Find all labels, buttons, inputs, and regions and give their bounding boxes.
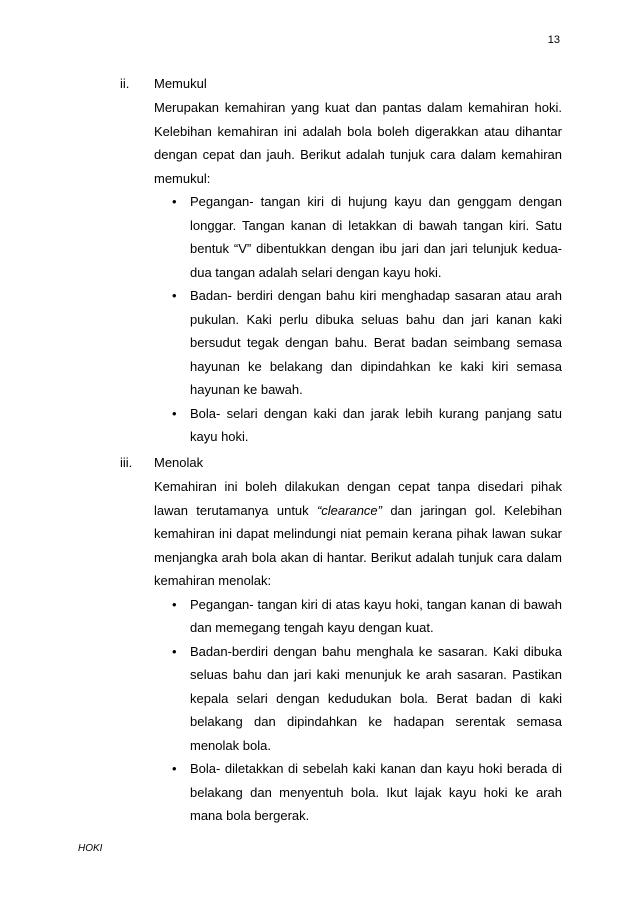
list-item: • Pegangan- tangan kiri di atas kayu hoki, tangan kanan di bawah dan memegang tengah kayu dengan kuat.: [154, 593, 562, 640]
bullet-list: [154, 593, 562, 828]
section-body: [154, 96, 562, 449]
section-heading: Memukul: [154, 76, 207, 91]
section-menolak: [120, 455, 562, 825]
bullet-icon: •: [172, 596, 177, 612]
bullet-icon: •: [172, 405, 177, 421]
page-number: 13: [547, 34, 560, 46]
bullet-icon: •: [172, 643, 177, 659]
section-paragraph: Kemahiran ini boleh dilakukan dengan cepat tanpa disedari pihak lawan terutamanya untuk “clearance” dan jaringan gol. Kelebihan kemahiran ini dapat melindungi niat pemain kerana pihak lawan sukar menjangka arah bola akan di hantar. Berikut adalah tunjuk cara dalam kemahiran menolak:: [154, 479, 562, 588]
footer-label: HOKI: [78, 843, 103, 854]
list-item: • Badan-berdiri dengan bahu menghala ke sasaran. Kaki dibuka seluas bahu dan jari kaki menunjuk ke arah sasaran. Pastikan kepala selari dengan kedudukan bola. Berat badan di kaki belakang dan dipindahkan ke hadapan serentak semasa menolak bola.: [154, 640, 562, 758]
section-number: ii.: [120, 76, 130, 91]
list-item: • Badan- berdiri dengan bahu kiri menghadap sasaran atau arah pukulan. Kaki perlu dibuka seluas bahu dan jari kanan kaki bersudut tegak dengan bahu. Berat badan seimbang semasa hayunan ke belakang dan dipindahkan ke kaki kiri semasa hayunan ke bawah.: [154, 284, 562, 402]
list-item: • Bola- selari dengan kaki dan jarak lebih kurang panjang satu kayu hoki.: [154, 402, 562, 449]
list-item: • Pegangan- tangan kiri di hujung kayu dan genggam dengan longgar. Tangan kanan di letakkan di bawah tangan kiri. Satu bentuk “V” dibentukkan dengan ibu jari dan jari telunjuk kedua-dua tangan adalah selari dengan kayu hoki.: [154, 190, 562, 284]
section-memukul: [120, 76, 562, 444]
bullet-list: [154, 190, 562, 449]
section-heading: Menolak: [154, 455, 204, 470]
section-number: iii.: [120, 455, 133, 470]
section-paragraph: Merupakan kemahiran yang kuat dan pantas dalam kemahiran hoki. Kelebihan kemahiran ini adalah bola boleh digerakkan atau dihantar dengan cepat dan jauh. Berikut adalah tunjuk cara dalam kemahiran memukul:: [154, 100, 562, 186]
section-body: [154, 475, 562, 828]
bullet-icon: •: [172, 761, 177, 776]
list-item: • Bola- diletakkan di sebelah kaki kanan dan kayu hoki berada di belakang dan menyentuh bola. Ikut lajak kayu hoki ke arah mana bola bergerak.: [154, 757, 562, 828]
bullet-icon: •: [172, 288, 177, 303]
bullet-icon: •: [172, 194, 177, 209]
